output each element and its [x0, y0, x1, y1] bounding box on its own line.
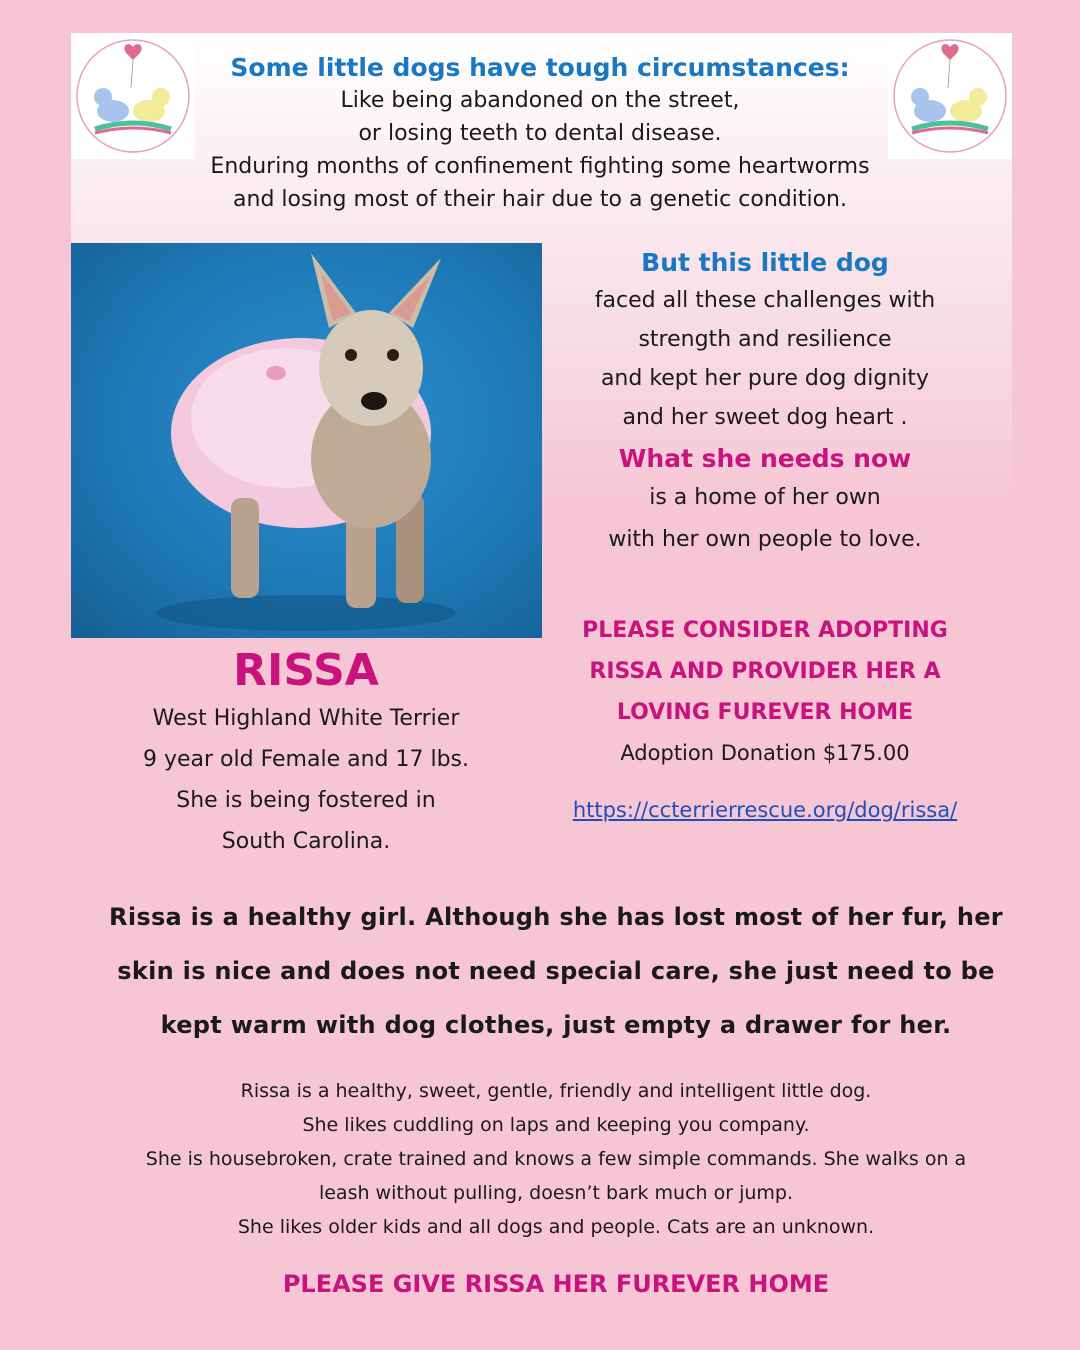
intro-heading: Some little dogs have tough circumstances: — [230, 53, 850, 82]
dog-name: RISSA — [233, 645, 379, 696]
needs-line: with her own people to love. — [608, 527, 922, 552]
needs-line: is a home of her own — [649, 485, 881, 510]
story-line: faced all these challenges with — [594, 288, 936, 313]
cta-line: PLEASE CONSIDER ADOPTING — [582, 618, 948, 643]
dog-details — [100, 1074, 1012, 1244]
handwritten-note — [100, 890, 1012, 1052]
rescue-logo-right — [888, 33, 1012, 159]
dog-in-pink-tutu-photo — [71, 243, 542, 638]
needs-heading: What she needs now — [618, 444, 912, 473]
story-line: and her sweet dog heart . — [622, 405, 908, 430]
story-heading: But this little dog — [641, 248, 889, 277]
intro-section — [180, 52, 900, 216]
handwritten-line: kept warm with dog clothes, just empty a drawer for her. — [160, 1011, 952, 1039]
dog-foster-line: She is being fostered in — [176, 788, 436, 813]
details-line: She likes older kids and all dogs and people. Cats are an unknown. — [237, 1216, 875, 1238]
rescue-logo-icon — [71, 33, 195, 159]
dog-age-sex-weight: 9 year old Female and 17 lbs. — [142, 747, 470, 772]
details-line: She likes cuddling on laps and keeping you company. — [302, 1114, 810, 1136]
dog-info — [100, 644, 512, 862]
adopt-cta — [560, 610, 970, 773]
cta-line: RISSA AND PROVIDER HER A — [589, 659, 941, 684]
intro-line: Enduring months of confinement fighting some heartworms — [210, 154, 870, 179]
dog-breed: West Highland White Terrier — [152, 706, 460, 731]
dog-foster-line: South Carolina. — [221, 829, 391, 854]
details-line: Rissa is a healthy, sweet, gentle, friendly and intelligent little dog. — [240, 1080, 872, 1102]
intro-line: and losing most of their hair due to a genetic condition. — [233, 187, 847, 212]
dog-photo — [71, 243, 542, 638]
handwritten-line: skin is nice and does not need special care, she just need to be — [117, 957, 995, 985]
cta-line: LOVING FUREVER HOME — [616, 700, 914, 725]
adoption-donation: Adoption Donation $175.00 — [620, 741, 910, 765]
story-section — [560, 245, 970, 561]
details-line: leash without pulling, doesn’t bark much or jump. — [318, 1182, 794, 1204]
final-cta: PLEASE GIVE RISSA HER FUREVER HOME — [282, 1270, 830, 1298]
dog-profile-link[interactable]: https://ccterrierrescue.org/dog/rissa/ — [572, 798, 958, 822]
rescue-logo-icon — [888, 33, 1012, 159]
details-line: She is housebroken, crate trained and knows a few simple commands. She walks on a — [145, 1148, 967, 1170]
story-line: strength and resilience — [638, 327, 892, 352]
handwritten-line: Rissa is a healthy girl. Although she has lost most of her fur, her — [109, 903, 1003, 931]
intro-line: or losing teeth to dental disease. — [358, 121, 722, 146]
story-line: and kept her pure dog dignity — [600, 366, 930, 391]
intro-line: Like being abandoned on the street, — [340, 88, 740, 113]
rescue-logo-left — [71, 33, 195, 159]
